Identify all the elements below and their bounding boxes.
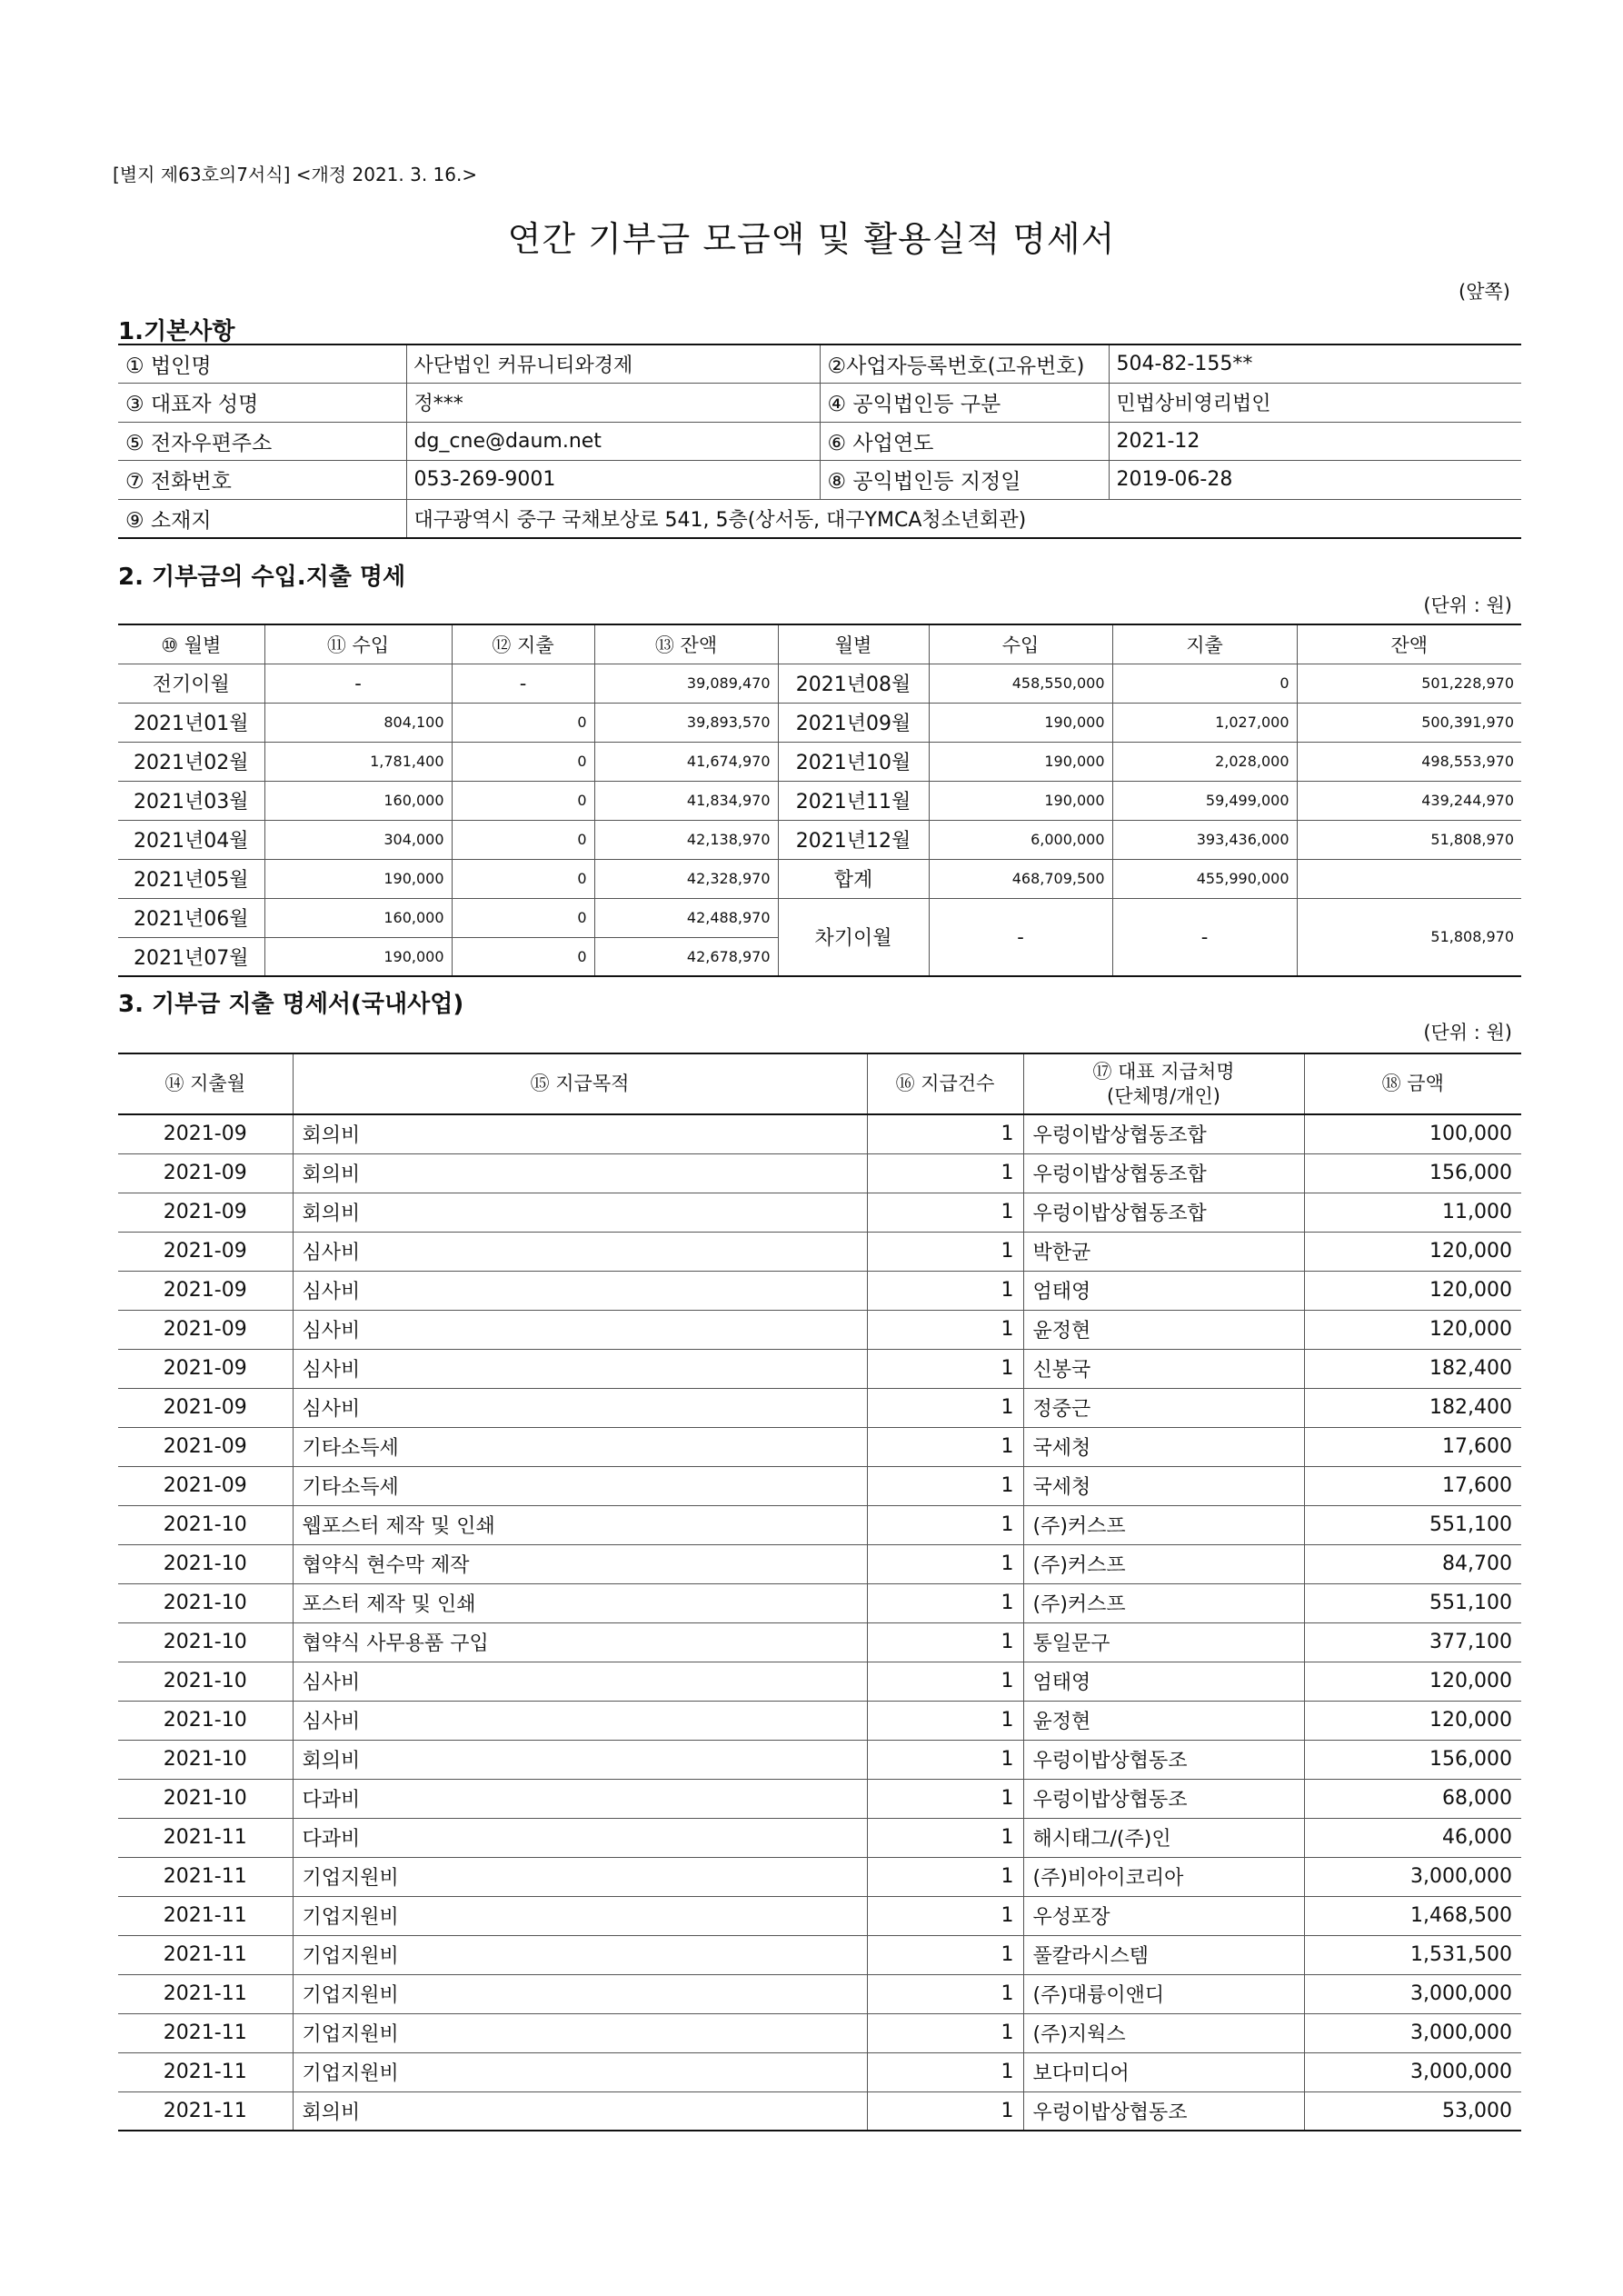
expense-value: 0 [452, 859, 594, 898]
expense-value: 0 [452, 781, 594, 820]
field-label: ⑦ 전화번호 [118, 461, 406, 500]
income-unit-label: (단위 : 원) [1423, 594, 1512, 616]
field-value: 2021-12 [1109, 422, 1521, 461]
expense-header-row [118, 1053, 1521, 1114]
table-row [118, 1662, 1521, 1701]
expense-month: 2021-09 [118, 1388, 293, 1427]
table-row [118, 1544, 1521, 1583]
expense-count: 1 [867, 1310, 1023, 1349]
expense-payee: 정중근 [1023, 1388, 1304, 1427]
total-label: 합계 [778, 859, 929, 898]
income-value: 190,000 [929, 742, 1112, 781]
expense-payee: (주)비아이코리아 [1023, 1857, 1304, 1896]
expense-count: 1 [867, 1740, 1023, 1779]
field-value: 정*** [406, 384, 820, 423]
field-value: dg_cne@daum.net [406, 422, 820, 461]
expense-purpose: 심사비 [293, 1232, 867, 1271]
expense-purpose: 기타소득세 [293, 1466, 867, 1505]
income-value: 458,550,000 [929, 664, 1112, 703]
month-label: 2021년04월 [118, 820, 264, 859]
expense-detail-table [118, 1053, 1521, 2131]
expense-payee: 국세청 [1023, 1427, 1304, 1466]
month-label: 2021년10월 [778, 742, 929, 781]
expense-amount: 3,000,000 [1304, 1857, 1521, 1896]
expense-count: 1 [867, 2052, 1023, 2091]
table-row [118, 1583, 1521, 1622]
expense-count: 1 [867, 1662, 1023, 1701]
income-row [118, 820, 1521, 859]
expense-amount: 46,000 [1304, 1818, 1521, 1857]
expense-amount: 11,000 [1304, 1193, 1521, 1232]
expense-amount: 120,000 [1304, 1701, 1521, 1740]
balance-value: 51,808,970 [1297, 820, 1521, 859]
income-expense-table [118, 624, 1521, 977]
balance-value: 39,893,570 [594, 703, 778, 742]
expense-amount: 551,100 [1304, 1505, 1521, 1544]
month-label: 2021년09월 [778, 703, 929, 742]
table-row [118, 1701, 1521, 1740]
address-value: 대구광역시 중구 국채보상로 541, 5층(상서동, 대구YMCA청소년회관) [406, 499, 1521, 538]
basic-info-row [118, 461, 1521, 500]
expense-amount: 68,000 [1304, 1779, 1521, 1818]
expense-payee: (주)커스프 [1023, 1544, 1304, 1583]
basic-info-row [118, 384, 1521, 423]
expense-month: 2021-11 [118, 1857, 293, 1896]
expense-payee: 보다미디어 [1023, 2052, 1304, 2091]
expense-payee: 풀칼라시스템 [1023, 1935, 1304, 1974]
table-row [118, 1505, 1521, 1544]
expense-purpose: 다과비 [293, 1818, 867, 1857]
expense-payee: 우렁이밥상협동조합 [1023, 1153, 1304, 1193]
income-value: 190,000 [264, 859, 452, 898]
expense-amount: 120,000 [1304, 1662, 1521, 1701]
income-row [118, 703, 1521, 742]
income-value: 190,000 [264, 937, 452, 976]
income-value: 190,000 [929, 781, 1112, 820]
expense-payee: (주)대륭이앤디 [1023, 1974, 1304, 2013]
expense-value: 2,028,000 [1112, 742, 1297, 781]
expense-amount: 100,000 [1304, 1114, 1521, 1153]
expense-amount: 377,100 [1304, 1622, 1521, 1662]
expense-count: 1 [867, 1349, 1023, 1388]
expense-month: 2021-09 [118, 1271, 293, 1310]
expense-amount: 120,000 [1304, 1232, 1521, 1271]
expense-value: 0 [452, 898, 594, 937]
expense-count: 1 [867, 1271, 1023, 1310]
col-header-payee [1023, 1053, 1304, 1114]
expense-count: 1 [867, 1114, 1023, 1153]
col-header-count: ⑯ 지급건수 [867, 1053, 1023, 1114]
address-label: ⑨ 소재지 [118, 499, 406, 538]
expense-count: 1 [867, 1779, 1023, 1818]
expense-purpose: 회의비 [293, 1740, 867, 1779]
income-header-row [118, 624, 1521, 664]
expense-amount: 120,000 [1304, 1271, 1521, 1310]
balance-value: 500,391,970 [1297, 703, 1521, 742]
form-number: [별지 제63호의7서식] <개정 2021. 3. 16.> [113, 164, 478, 185]
expense-value: 0 [452, 937, 594, 976]
expense-month: 2021-10 [118, 1544, 293, 1583]
table-row [118, 1466, 1521, 1505]
section-basic-title: 1.기본사항 [118, 318, 235, 345]
table-row [118, 1779, 1521, 1818]
expense-month: 2021-11 [118, 2091, 293, 2131]
table-row [118, 1114, 1521, 1153]
income-value: 190,000 [929, 703, 1112, 742]
expense-count: 1 [867, 1896, 1023, 1935]
expense-count: 1 [867, 1153, 1023, 1193]
expense-count: 1 [867, 1427, 1023, 1466]
expense-purpose: 기업지원비 [293, 1935, 867, 1974]
basic-info-table [118, 344, 1521, 539]
balance-value: 42,488,970 [594, 898, 778, 937]
table-row [118, 1232, 1521, 1271]
expense-count: 1 [867, 1232, 1023, 1271]
field-value: 민법상비영리법인 [1109, 384, 1521, 423]
expense-month: 2021-11 [118, 1896, 293, 1935]
table-row [118, 1818, 1521, 1857]
expense-count: 1 [867, 1935, 1023, 1974]
month-label: 2021년05월 [118, 859, 264, 898]
expense-month: 2021-10 [118, 1505, 293, 1544]
expense-payee: 해시태그/(주)인 [1023, 1818, 1304, 1857]
expense-purpose: 기타소득세 [293, 1427, 867, 1466]
income-row [118, 742, 1521, 781]
expense-month: 2021-11 [118, 1974, 293, 2013]
expense-payee: 엄태영 [1023, 1662, 1304, 1701]
expense-purpose: 협약식 현수막 제작 [293, 1544, 867, 1583]
section-expense-title: 3. 기부금 지출 명세서(국내사업) [118, 991, 464, 1018]
expense-count: 1 [867, 1818, 1023, 1857]
income-value: 160,000 [264, 781, 452, 820]
table-row [118, 2013, 1521, 2052]
expense-purpose: 회의비 [293, 2091, 867, 2131]
table-row [118, 1193, 1521, 1232]
expense-payee: (주)지웍스 [1023, 2013, 1304, 2052]
expense-count: 1 [867, 1622, 1023, 1662]
expense-count: 1 [867, 1544, 1023, 1583]
income-col-header: ⑪ 수입 [264, 624, 452, 664]
balance-value [1297, 859, 1521, 898]
table-row [118, 1349, 1521, 1388]
expense-count: 1 [867, 1505, 1023, 1544]
expense-amount: 156,000 [1304, 1153, 1521, 1193]
balance-value: 51,808,970 [1297, 898, 1521, 976]
expense-payee: 우렁이밥상협동조합 [1023, 1114, 1304, 1153]
expense-count: 1 [867, 1701, 1023, 1740]
table-row [118, 2091, 1521, 2131]
expense-month: 2021-09 [118, 1466, 293, 1505]
expense-payee: 우렁이밥상협동조 [1023, 2091, 1304, 2131]
expense-month: 2021-10 [118, 1583, 293, 1622]
balance-value: 42,678,970 [594, 937, 778, 976]
table-row [118, 1622, 1521, 1662]
expense-purpose: 기업지원비 [293, 1974, 867, 2013]
income-row [118, 898, 1521, 937]
expense-month: 2021-10 [118, 1622, 293, 1662]
expense-amount: 84,700 [1304, 1544, 1521, 1583]
expense-purpose: 회의비 [293, 1114, 867, 1153]
page-side-label: (앞쪽) [1459, 281, 1510, 303]
balance-value: 42,138,970 [594, 820, 778, 859]
field-value: 사단법인 커뮤니티와경제 [406, 344, 820, 384]
income-value: 304,000 [264, 820, 452, 859]
field-label: ⑥ 사업연도 [820, 422, 1109, 461]
income-value: - [929, 898, 1112, 976]
expense-count: 1 [867, 2091, 1023, 2131]
income-col-header: 지출 [1112, 624, 1297, 664]
expense-purpose: 심사비 [293, 1701, 867, 1740]
expense-payee: 엄태영 [1023, 1271, 1304, 1310]
expense-count: 1 [867, 1466, 1023, 1505]
expense-value: 393,436,000 [1112, 820, 1297, 859]
basic-info-row [118, 344, 1521, 384]
expense-amount: 17,600 [1304, 1466, 1521, 1505]
expense-purpose: 기업지원비 [293, 1857, 867, 1896]
expense-payee: 우렁이밥상협동조합 [1023, 1193, 1304, 1232]
expense-amount: 182,400 [1304, 1349, 1521, 1388]
expense-value: 0 [452, 703, 594, 742]
balance-value: 41,834,970 [594, 781, 778, 820]
expense-month: 2021-09 [118, 1310, 293, 1349]
expense-purpose: 다과비 [293, 1779, 867, 1818]
balance-value: 501,228,970 [1297, 664, 1521, 703]
expense-value: - [452, 664, 594, 703]
month-label: 2021년07월 [118, 937, 264, 976]
income-value: - [264, 664, 452, 703]
field-value: 2019-06-28 [1109, 461, 1521, 500]
expense-purpose: 심사비 [293, 1310, 867, 1349]
expense-value: 455,990,000 [1112, 859, 1297, 898]
expense-payee: 국세청 [1023, 1466, 1304, 1505]
expense-value: 0 [1112, 664, 1297, 703]
expense-amount: 3,000,000 [1304, 2052, 1521, 2091]
field-label: ④ 공익법인등 구분 [820, 384, 1109, 423]
address-row [118, 499, 1521, 538]
expense-count: 1 [867, 1193, 1023, 1232]
table-row [118, 2052, 1521, 2091]
expense-month: 2021-10 [118, 1701, 293, 1740]
carry-forward-label: 차기이월 [778, 898, 929, 976]
expense-count: 1 [867, 2013, 1023, 2052]
income-col-header: ⑬ 잔액 [594, 624, 778, 664]
col-header-payee-line2: (단체명/개인) [1107, 1084, 1220, 1107]
expense-purpose: 회의비 [293, 1193, 867, 1232]
expense-amount: 551,100 [1304, 1583, 1521, 1622]
expense-amount: 3,000,000 [1304, 1974, 1521, 2013]
income-value: 160,000 [264, 898, 452, 937]
expense-amount: 1,531,500 [1304, 1935, 1521, 1974]
expense-month: 2021-10 [118, 1779, 293, 1818]
expense-amount: 53,000 [1304, 2091, 1521, 2131]
expense-payee: 통일문구 [1023, 1622, 1304, 1662]
balance-value: 498,553,970 [1297, 742, 1521, 781]
expense-month: 2021-09 [118, 1427, 293, 1466]
field-label: ③ 대표자 성명 [118, 384, 406, 423]
table-row [118, 1896, 1521, 1935]
expense-month: 2021-10 [118, 1662, 293, 1701]
expense-purpose: 기업지원비 [293, 1896, 867, 1935]
expense-purpose: 심사비 [293, 1271, 867, 1310]
field-value: 504-82-155** [1109, 344, 1521, 384]
expense-amount: 1,468,500 [1304, 1896, 1521, 1935]
income-row [118, 781, 1521, 820]
field-label: ⑤ 전자우편주소 [118, 422, 406, 461]
expense-month: 2021-09 [118, 1114, 293, 1153]
table-row [118, 1271, 1521, 1310]
month-label: 2021년12월 [778, 820, 929, 859]
table-row [118, 1857, 1521, 1896]
month-label: 전기이월 [118, 664, 264, 703]
income-col-header: ⑫ 지출 [452, 624, 594, 664]
expense-amount: 17,600 [1304, 1427, 1521, 1466]
balance-value: 439,244,970 [1297, 781, 1521, 820]
balance-value: 42,328,970 [594, 859, 778, 898]
expense-payee: 우렁이밥상협동조 [1023, 1740, 1304, 1779]
col-header-purpose: ⑮ 지급목적 [293, 1053, 867, 1114]
expense-amount: 182,400 [1304, 1388, 1521, 1427]
expense-month: 2021-09 [118, 1153, 293, 1193]
basic-info-row [118, 422, 1521, 461]
expense-month: 2021-11 [118, 2052, 293, 2091]
expense-purpose: 포스터 제작 및 인쇄 [293, 1583, 867, 1622]
document-title: 연간 기부금 모금액 및 활용실적 명세서 [507, 219, 1116, 259]
col-header-payee-line1: ⑰ 대표 지급처명 [1092, 1061, 1235, 1083]
expense-month: 2021-11 [118, 1818, 293, 1857]
table-row [118, 1388, 1521, 1427]
expense-purpose: 기업지원비 [293, 2052, 867, 2091]
expense-count: 1 [867, 1974, 1023, 2013]
field-label: ②사업자등록번호(고유번호) [820, 344, 1109, 384]
expense-purpose: 기업지원비 [293, 2013, 867, 2052]
expense-amount: 120,000 [1304, 1310, 1521, 1349]
col-header-month: ⑭ 지출월 [118, 1053, 293, 1114]
expense-value: 0 [452, 820, 594, 859]
expense-month: 2021-11 [118, 1935, 293, 1974]
expense-amount: 3,000,000 [1304, 2013, 1521, 2052]
expense-payee: (주)커스프 [1023, 1583, 1304, 1622]
col-header-amount: ⑱ 금액 [1304, 1053, 1521, 1114]
table-row [118, 1427, 1521, 1466]
expense-month: 2021-09 [118, 1232, 293, 1271]
table-row [118, 1310, 1521, 1349]
table-row [118, 1153, 1521, 1193]
expense-month: 2021-09 [118, 1349, 293, 1388]
expense-count: 1 [867, 1388, 1023, 1427]
expense-purpose: 심사비 [293, 1349, 867, 1388]
expense-month: 2021-11 [118, 2013, 293, 2052]
month-label: 2021년06월 [118, 898, 264, 937]
table-row [118, 1740, 1521, 1779]
field-label: ⑧ 공익법인등 지정일 [820, 461, 1109, 500]
expense-payee: 우성포장 [1023, 1896, 1304, 1935]
expense-purpose: 회의비 [293, 1153, 867, 1193]
expense-value: 59,499,000 [1112, 781, 1297, 820]
field-label: ① 법인명 [118, 344, 406, 384]
income-value: 1,781,400 [264, 742, 452, 781]
month-label: 2021년01월 [118, 703, 264, 742]
income-row [118, 859, 1521, 898]
expense-count: 1 [867, 1583, 1023, 1622]
section-income-title: 2. 기부금의 수입.지출 명세 [118, 564, 406, 591]
income-col-header: 잔액 [1297, 624, 1521, 664]
balance-value: 41,674,970 [594, 742, 778, 781]
expense-purpose: 심사비 [293, 1662, 867, 1701]
expense-payee: 신봉국 [1023, 1349, 1304, 1388]
month-label: 2021년03월 [118, 781, 264, 820]
table-row [118, 1974, 1521, 2013]
field-value: 053-269-9001 [406, 461, 820, 500]
expense-purpose: 협약식 사무용품 구입 [293, 1622, 867, 1662]
expense-month: 2021-10 [118, 1740, 293, 1779]
expense-unit-label: (단위 : 원) [1423, 1022, 1512, 1043]
expense-purpose: 웹포스터 제작 및 인쇄 [293, 1505, 867, 1544]
month-label: 2021년08월 [778, 664, 929, 703]
income-value: 804,100 [264, 703, 452, 742]
expense-value: 1,027,000 [1112, 703, 1297, 742]
income-col-header: 수입 [929, 624, 1112, 664]
expense-value: - [1112, 898, 1297, 976]
expense-amount: 156,000 [1304, 1740, 1521, 1779]
balance-value: 39,089,470 [594, 664, 778, 703]
income-value: 6,000,000 [929, 820, 1112, 859]
income-row [118, 664, 1521, 703]
month-label: 2021년02월 [118, 742, 264, 781]
expense-count: 1 [867, 1857, 1023, 1896]
expense-payee: 우렁이밥상협동조 [1023, 1779, 1304, 1818]
income-col-header: ⑩ 월별 [118, 624, 264, 664]
expense-payee: 박한균 [1023, 1232, 1304, 1271]
expense-payee: 윤정현 [1023, 1310, 1304, 1349]
expense-payee: (주)커스프 [1023, 1505, 1304, 1544]
month-label: 2021년11월 [778, 781, 929, 820]
expense-purpose: 심사비 [293, 1388, 867, 1427]
income-col-header: 월별 [778, 624, 929, 664]
expense-payee: 윤정현 [1023, 1701, 1304, 1740]
income-value: 468,709,500 [929, 859, 1112, 898]
expense-month: 2021-09 [118, 1193, 293, 1232]
expense-value: 0 [452, 742, 594, 781]
table-row [118, 1935, 1521, 1974]
